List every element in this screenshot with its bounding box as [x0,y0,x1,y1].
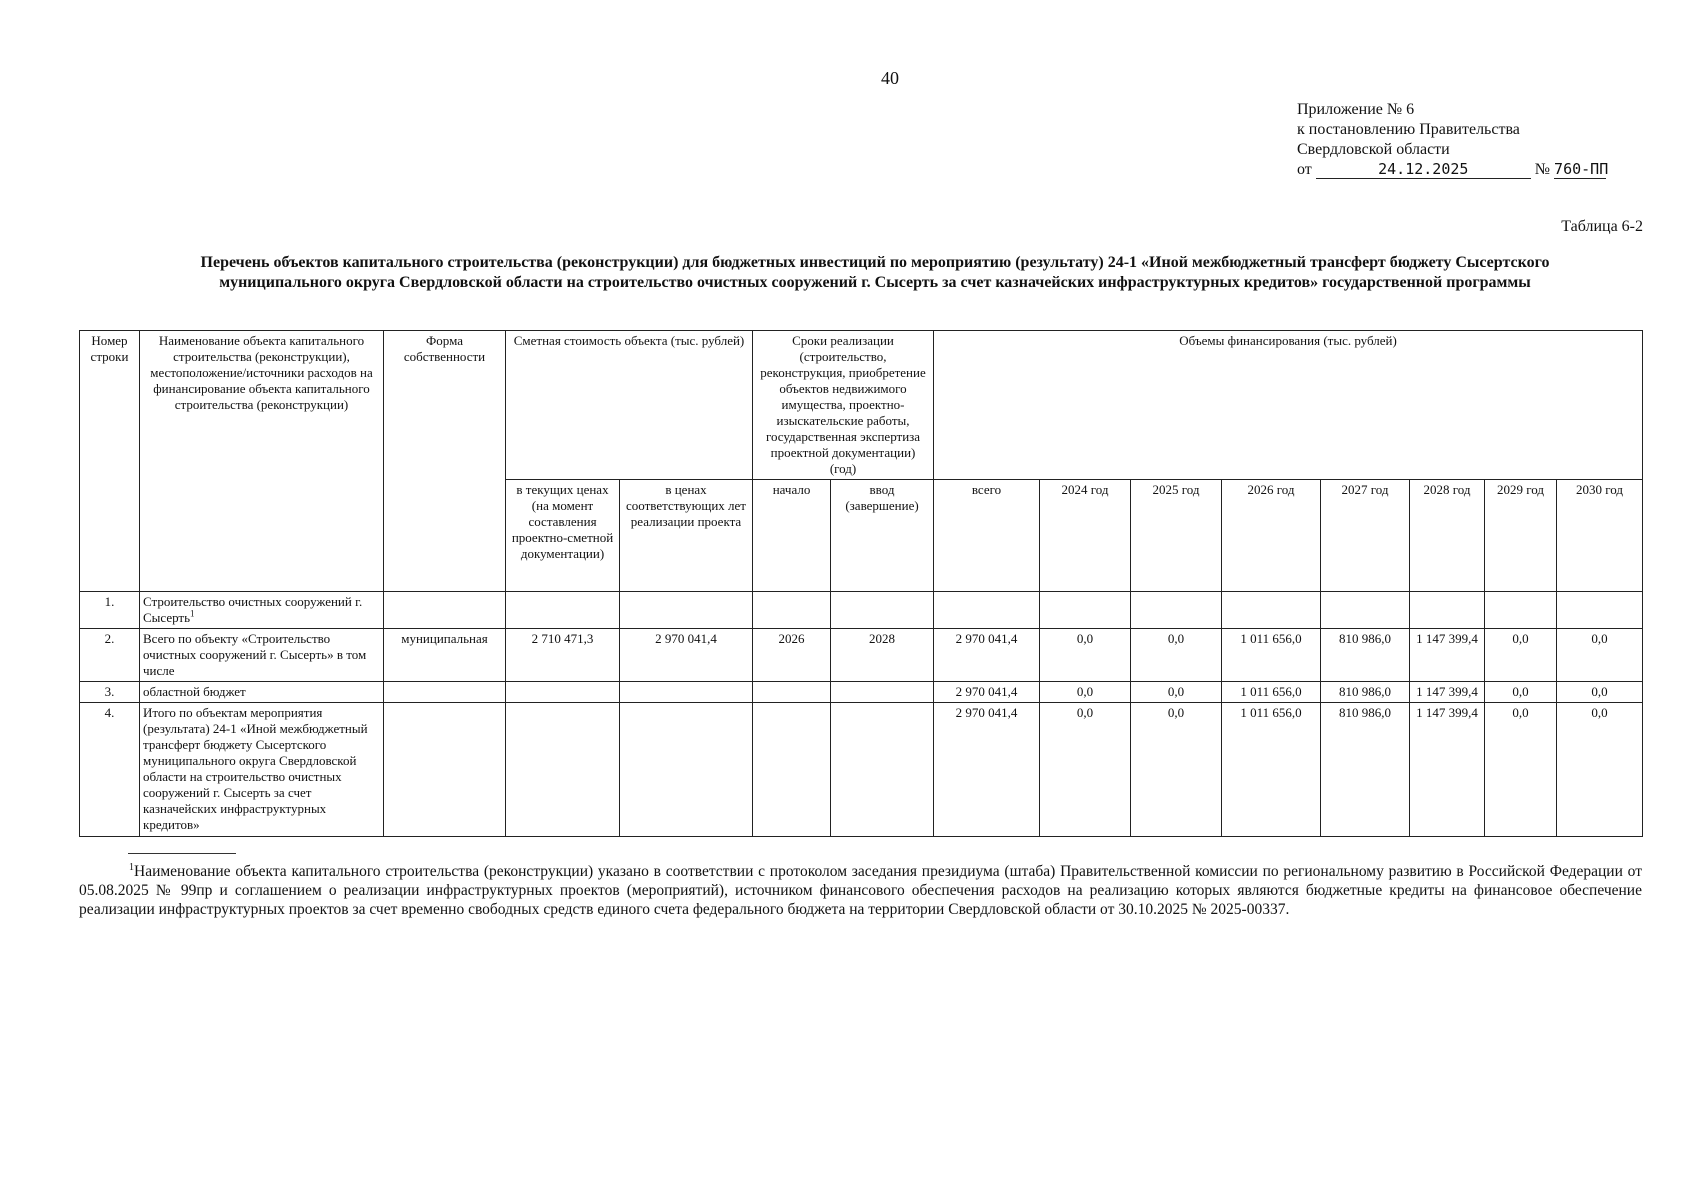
financing-2025: 0,0 [1131,682,1222,703]
financing-total: 2 970 041,4 [934,682,1040,703]
header-total: всего [934,480,1040,592]
appendix-line-1: Приложение № 6 [1297,101,1415,118]
financing-2028: 1 147 399,4 [1410,682,1485,703]
appendix-block [1297,100,1609,180]
object-name: Всего по объекту «Строительство очистных сооружений г. Сысерть» в том числе [140,629,384,682]
table-row [80,592,1643,629]
financing-2029: 0,0 [1485,703,1557,837]
start-year: 2026 [753,629,831,682]
financing-2030: 0,0 [1557,703,1643,837]
header-estimated-cost: Сметная стоимость объекта (тыс. рублей) [506,331,753,480]
financing-2027: 810 986,0 [1321,629,1410,682]
header-row-number: Номер строки [80,331,140,592]
header-object-name: Наименование объекта капитального строительства (реконструкции), местоположение/источники расходов на финансирование объекта капитального строительства (реконструкции) [140,331,384,592]
header-2030: 2030 год [1557,480,1643,592]
header-financing: Объемы финансирования (тыс. рублей) [934,331,1643,480]
page-number: 40 [881,68,899,88]
financing-2029: 0,0 [1485,629,1557,682]
cost-current: 2 710 471,3 [506,629,620,682]
footnote-mark: 1 [190,608,195,619]
financing-2029: 0,0 [1485,682,1557,703]
row-number: 4. [80,703,140,837]
financing-2026: 1 011 656,0 [1222,629,1321,682]
header-row-1 [80,331,1643,480]
header-ownership: Форма собственности [384,331,506,592]
object-name: областной бюджет [140,682,384,703]
resolution-date: 24.12.2025 [1316,161,1531,179]
financing-2027: 810 986,0 [1321,703,1410,837]
financing-2030: 0,0 [1557,629,1643,682]
financing-total: 2 970 041,4 [934,629,1040,682]
header-end: ввод (завершение) [831,480,934,592]
table-row [80,629,1643,682]
financing-2027: 810 986,0 [1321,682,1410,703]
row-number: 3. [80,682,140,703]
appendix-line-2: к постановлению Правительства [1297,121,1520,138]
financing-total: 2 970 041,4 [934,703,1040,837]
financing-2024: 0,0 [1040,629,1131,682]
header-2028: 2028 год [1410,480,1485,592]
header-2025: 2025 год [1131,480,1222,592]
ownership: муниципальная [384,629,506,682]
document-title [110,253,1640,293]
title-line-2: муниципального округа Свердловской области на строительство очистных сооружений г. Сысерть за счет казначейских инфраструктурных кредитов» государственной программы [219,274,1531,291]
financing-2025: 0,0 [1131,703,1222,837]
header-2024: 2024 год [1040,480,1131,592]
table-row [80,682,1643,703]
date-prefix: от [1297,161,1312,178]
financing-2030: 0,0 [1557,682,1643,703]
resolution-number: 760-ПП [1554,160,1609,178]
row-number: 2. [80,629,140,682]
end-year: 2028 [831,629,934,682]
header-2027: 2027 год [1321,480,1410,592]
financing-2028: 1 147 399,4 [1410,703,1485,837]
financing-2024: 0,0 [1040,682,1131,703]
title-line-1: Перечень объектов капитального строительства (реконструкции) для бюджетных инвестиций по мероприятию (результату) 24-1 «Иной межбюджетный трансферт бюджету Сысертского [200,254,1550,271]
object-name: Строительство очистных сооружений г. Сысерть [143,594,363,625]
header-2029: 2029 год [1485,480,1557,592]
financing-2028: 1 147 399,4 [1410,629,1485,682]
table-label: Таблица 6-2 [1561,218,1643,235]
header-2026: 2026 год [1222,480,1321,592]
cost-years: 2 970 041,4 [620,629,753,682]
financing-2025: 0,0 [1131,629,1222,682]
header-timeline: Сроки реализации (строительство, реконструкция, приобретение объектов недвижимого имущества, проектно-изыскательские работы, государственная экспертиза проектной документации) (год) [753,331,934,480]
footnote [79,862,1642,919]
footnote-text: Наименование объекта капитального строительства (реконструкции) указано в соответствии с протоколом заседания президиума (штаба) Правительственной комиссии по региональному развитию в Российской Федерации от 05.08.2025 № 99пр и соглашением о реализации инфраструктурных проектов (мероприятий), источником финансового обеспечения расходов на реализацию которых являются бюджетные кредиты на финансовое обеспечение реализации инфраструктурных проектов за счет временно свободных средств единого счета федерального бюджета на территории Свердловской области от 30.10.2025 № 2025-00337. [79,863,1642,918]
appendix-date-line [1297,160,1609,180]
table-row [80,703,1643,837]
header-cost-years: в ценах соответствующих лет реализации проекта [620,480,753,592]
header-cost-current: в текущих ценах (на момент составления проектно-сметной документации) [506,480,620,592]
appendix-line-3: Свердловской области [1297,141,1450,158]
footnote-number: 1 [129,861,134,873]
financing-2026: 1 011 656,0 [1222,703,1321,837]
objects-table [79,330,1643,837]
number-prefix: № [1534,161,1551,178]
row-number: 1. [80,592,140,629]
financing-2026: 1 011 656,0 [1222,682,1321,703]
header-start: начало [753,480,831,592]
financing-2024: 0,0 [1040,703,1131,837]
object-name: Итого по объектам мероприятия (результата) 24-1 «Иной межбюджетный трансферт бюджету Сысертского муниципального округа Свердловской области на строительство очистных сооружений г. Сысерть за счет казначейских инфраструктурных кредитов» [140,703,384,837]
footnote-divider [128,853,236,854]
object-name-cell [140,592,384,629]
